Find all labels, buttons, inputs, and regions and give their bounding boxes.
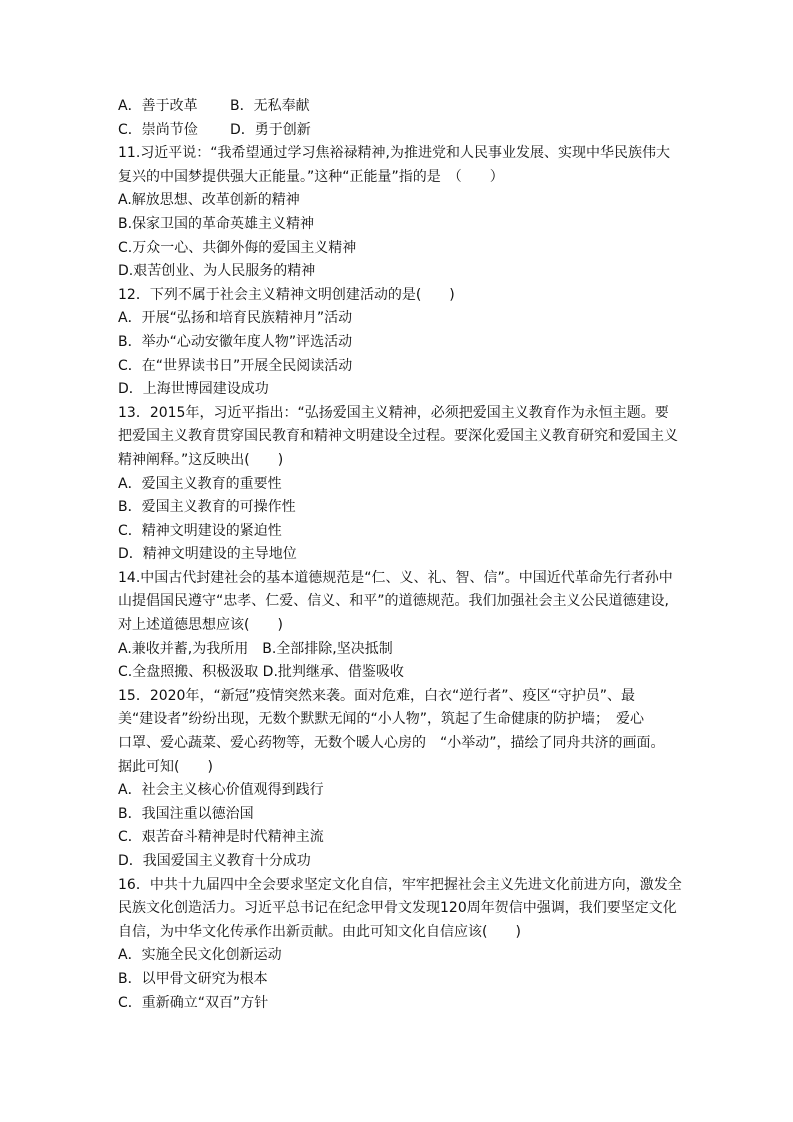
option-left: A．善于改革 (118, 98, 198, 114)
text-line: D．精神文明建设的主导地位 (118, 546, 297, 563)
option-right: B．无私奉献 (230, 98, 310, 114)
text-line: A.兼收并蓄,为我所用 B.全部排除,坚决抵制 (118, 640, 393, 657)
text-line: 自信，为中华文化传承作出新贡献。由此可知文化自信应该( ) (118, 923, 521, 940)
option-right: D．勇于创新 (230, 121, 311, 138)
text-line: C．重新确立“双百”方针 (118, 994, 269, 1011)
text-line: 复兴的中国梦提供强大正能量。”这种“正能量”指的是 （ ） (118, 168, 504, 185)
text-line: 13．2015年，习近平指出：“弘扬爱国主义精神，必须把爱国主义教育作为永恒主题。要 (118, 404, 669, 421)
text-line: C.全盘照搬、积极汲取 D.批判继承、借鉴吸收 (118, 664, 404, 681)
text-line: A．实施全民文化创新运动 (118, 947, 282, 964)
text-line: B．以甲骨文研究为根本 (118, 970, 268, 987)
text-line: B．举办“心动安徽年度人物”评选活动 (118, 333, 353, 350)
text-line: 据此可知( ) (118, 758, 213, 775)
text-line: D．上海世博园建设成功 (118, 381, 269, 398)
text-line: D.艰苦创业、为人民服务的精神 (118, 263, 316, 280)
option-pair-line (118, 95, 713, 119)
text-line: 16．中共十九届四中全会要求坚定文化自信，牢牢把握社会主义先进文化前进方向，激发全 (118, 876, 682, 893)
option-left: C．崇尚节俭 (118, 121, 198, 138)
text-line: 山提倡国民遵守“忠孝、仁爱、信义、和平”的道德规范。我们加强社会主义公民道德建设, (118, 593, 669, 610)
text-line: 民族文化创造活力。习近平总书记在纪念甲骨文发现120周年贺信中强调，我们要坚定文化 (118, 900, 677, 917)
text-line: C.万众一心、共御外侮的爱国主义精神 (118, 239, 357, 256)
text-line: 12．下列不属于社会主义精神文明创建活动的是( ) (118, 286, 455, 303)
text-line: A．社会主义核心价值观得到践行 (118, 782, 324, 799)
text-line: A.解放思想、改革创新的精神 (118, 192, 300, 209)
text-line: 15．2020年，“新冠”疫情突然来袭。面对危难，白衣“逆行者”、疫区“守护员”、最 (118, 687, 635, 704)
text-line: 把爱国主义教育贯穿国民教育和精神文明建设全过程。要深化爱国主义教育研究和爱国主义 (118, 428, 678, 445)
text-line: D．我国爱国主义教育十分成功 (118, 853, 311, 869)
text-line: B．爱国主义教育的可操作性 (118, 499, 296, 516)
text-line: 精神阐释。”这反映出( ) (118, 451, 284, 468)
text-line: 口罩、爱心蔬菜、爱心药物等，无数个暖人心房的 “小举动”，描绘了同舟共济的画面。 (118, 735, 665, 752)
text-line: B.保家卫国的革命英雄主义精神 (118, 215, 315, 232)
text-line: A．开展“弘扬和培育民族精神月”活动 (118, 310, 353, 327)
text-line: C．精神文明建设的紧迫性 (118, 522, 282, 539)
text-line: 对上述道德思想应该( ) (118, 617, 283, 634)
text-line: C．艰苦奋斗精神是时代精神主流 (118, 829, 324, 846)
text-line: B．我国注重以德治国 (118, 805, 254, 822)
text-line: 美“建设者”纷纷出现，无数个默默无闻的“小人物”，筑起了生命健康的防护墙； 爱心 (118, 711, 645, 728)
text-line: C．在“世界读书日”开展全民阅读活动 (118, 357, 353, 374)
text-line: A．爱国主义教育的重要性 (118, 475, 282, 492)
option-pair-line (118, 119, 713, 143)
text-line: 14.中国古代封建社会的基本道德规范是“仁、义、礼、智、信”。中国近代革命先行者孙中 (118, 569, 673, 586)
question-text-body (118, 95, 713, 1015)
text-line: 11.习近平说：“我希望通过学习焦裕禄精神,为推进党和人民事业发展、实现中华民族伟大 (118, 145, 670, 162)
